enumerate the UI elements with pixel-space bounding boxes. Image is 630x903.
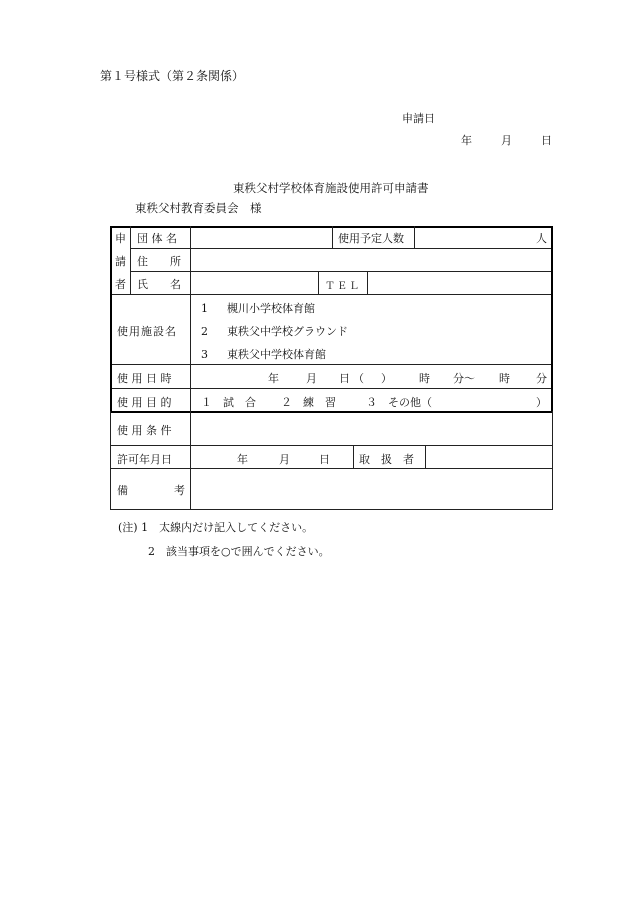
table-col-line bbox=[332, 226, 333, 248]
table-col-line bbox=[353, 445, 354, 468]
remarks-field[interactable] bbox=[192, 471, 550, 507]
form-number: 第１号様式（第２条関係） bbox=[100, 69, 245, 83]
date-month-label: 月 bbox=[501, 134, 512, 147]
applicant-label-3: 者 bbox=[115, 278, 126, 291]
expected-people-label: 使用予定人数 bbox=[338, 232, 404, 245]
note-2: 2 該当事項を○で囲んでください。 bbox=[148, 545, 330, 558]
facility-option-1[interactable] bbox=[201, 300, 315, 316]
usage-hour-end: 時 bbox=[499, 372, 510, 385]
facility-option-number: 2 bbox=[201, 325, 208, 338]
table-row-line bbox=[130, 271, 553, 272]
facility-option-number: 1 bbox=[201, 302, 208, 315]
note-1: (注) 1 太線内だけ記入してください。 bbox=[118, 521, 314, 534]
expected-people-field[interactable] bbox=[416, 227, 536, 247]
purpose-option-practice[interactable]: ２ 練 習 bbox=[281, 396, 336, 409]
document-title: 東秩父村学校体育施設使用許可申請書 bbox=[233, 181, 429, 195]
application-date-fields bbox=[461, 132, 552, 148]
table-thick-line bbox=[110, 411, 553, 413]
purpose-option-match[interactable]: １ 試 合 bbox=[201, 396, 256, 409]
usage-hour-start: 時 bbox=[419, 372, 430, 385]
name-label: 氏 名 bbox=[137, 278, 181, 291]
usage-day: 日（ ） bbox=[339, 372, 395, 385]
people-unit: 人 bbox=[536, 232, 547, 245]
purpose-option-other[interactable]: ３ その他（ bbox=[366, 396, 432, 409]
date-day-label: 日 bbox=[541, 134, 552, 147]
table-row-line bbox=[110, 388, 553, 389]
handler-label: 取 扱 者 bbox=[359, 453, 414, 466]
facility-label: 使用施設名 bbox=[117, 325, 177, 338]
table-col-line bbox=[425, 445, 426, 468]
handler-field[interactable] bbox=[427, 447, 549, 467]
address-label: 住 所 bbox=[137, 255, 181, 268]
table-row-line bbox=[110, 468, 553, 469]
table-col-line bbox=[190, 226, 191, 510]
facility-option-number: 3 bbox=[201, 348, 208, 361]
facility-option-name: 東秩父中学校体育館 bbox=[227, 348, 326, 361]
tel-field[interactable] bbox=[369, 273, 549, 293]
application-form-table bbox=[110, 226, 553, 510]
applicant-label-1: 申 bbox=[115, 232, 126, 245]
usage-month: 月 bbox=[306, 372, 317, 385]
table-col-line bbox=[367, 271, 368, 294]
remarks-label-left: 備 bbox=[117, 484, 128, 497]
permit-year: 年 bbox=[237, 453, 248, 466]
conditions-field[interactable] bbox=[192, 414, 550, 444]
table-row-line bbox=[110, 445, 553, 446]
date-year-label: 年 bbox=[461, 134, 472, 147]
tel-label: ＴＥＬ bbox=[325, 281, 361, 292]
usage-minute-end: 分 bbox=[536, 372, 547, 385]
table-col-line bbox=[318, 271, 319, 294]
applicant-label-2: 請 bbox=[115, 255, 126, 268]
conditions-label: 使 用 条 件 bbox=[117, 424, 172, 437]
facility-option-3[interactable] bbox=[201, 346, 326, 362]
table-border-right-lower bbox=[552, 411, 553, 510]
table-border-right bbox=[551, 226, 553, 413]
facility-option-name: 槻川小学校体育館 bbox=[227, 302, 315, 315]
addressee: 東秩父村教育委員会 様 bbox=[135, 201, 262, 215]
permit-day: 日 bbox=[319, 453, 330, 466]
table-col-line bbox=[130, 226, 131, 294]
address-field[interactable] bbox=[192, 250, 548, 270]
name-field[interactable] bbox=[192, 273, 316, 293]
permit-date-label: 許可年月日 bbox=[117, 453, 172, 466]
table-row-line bbox=[130, 248, 553, 249]
table-col-line bbox=[414, 226, 415, 248]
usage-datetime-label: 使 用 日 時 bbox=[117, 372, 172, 385]
facility-option-name: 東秩父中学校グラウンド bbox=[227, 325, 348, 338]
permit-month: 月 bbox=[279, 453, 290, 466]
table-row-line bbox=[110, 364, 553, 365]
table-border-left bbox=[110, 226, 112, 413]
usage-minute-start: 分～ bbox=[453, 372, 475, 385]
org-name-field[interactable] bbox=[192, 227, 331, 247]
org-name-label: 団 体 名 bbox=[137, 232, 177, 245]
usage-year: 年 bbox=[268, 372, 279, 385]
table-border-bottom bbox=[110, 509, 553, 510]
purpose-label: 使 用 目 的 bbox=[117, 396, 172, 409]
table-row-line bbox=[110, 294, 553, 295]
application-date-label: 申請日 bbox=[402, 112, 435, 125]
remarks-label-right: 考 bbox=[174, 484, 185, 497]
facility-option-2[interactable] bbox=[201, 323, 348, 339]
table-border-left-lower bbox=[110, 411, 111, 510]
purpose-other-close: ） bbox=[536, 396, 547, 409]
